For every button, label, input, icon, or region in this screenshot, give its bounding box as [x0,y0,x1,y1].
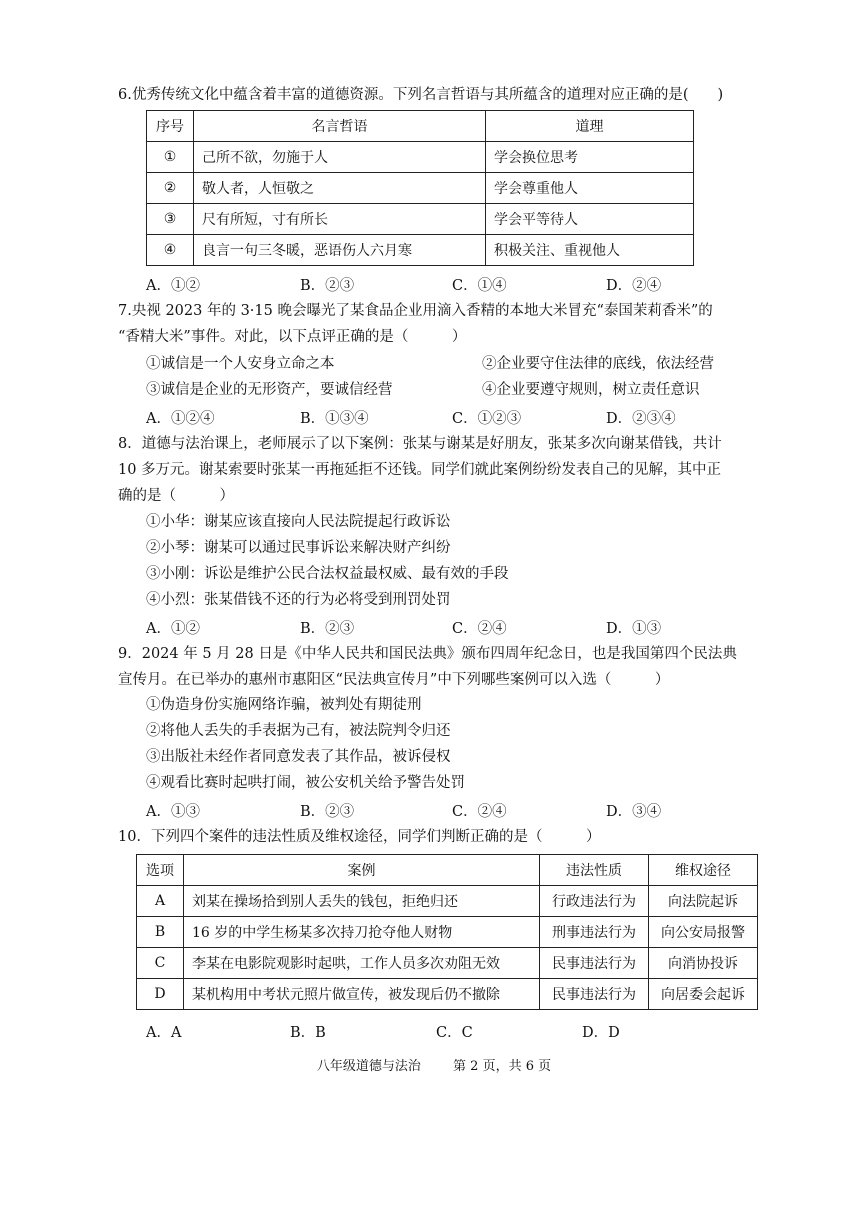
question-text: “香精大米”事件。对此，以下点评正确的是（ ） [118,329,467,345]
option-b[interactable]: B．①③④ [300,411,369,427]
table-row [147,173,694,204]
table-row [147,204,694,235]
statement-4: ④企业要遵守规则，树立责任意识 [482,382,700,398]
table-cell: 向法院起诉 [649,886,758,917]
table-cell: 刑事违法行为 [540,917,649,948]
option-c[interactable]: C．C [436,1025,473,1041]
table-cell: 己所不欲，勿施于人 [194,142,486,173]
option-b[interactable]: B．②③ [300,621,355,637]
question-text: 10 多万元。谢某索要时张某一再拖延拒不还钱。同学们就此案例纷纷发表自己的见解，其中正 [118,462,722,478]
question-10-options [146,1021,746,1045]
table-cell: 敬人者，人恒敬之 [194,173,486,204]
table-cell: 刘某在操场拾到别人丢失的钱包，拒绝归还 [184,886,540,917]
table-header: 名言哲语 [194,111,486,142]
option-b[interactable]: B．②③ [300,804,355,820]
footer-subject: 八年级道德与法治 [316,1059,421,1074]
statement-1: ①诚信是一个人安身立命之本 [146,356,335,372]
table-cell: 民事违法行为 [540,948,649,979]
table-header: 序号 [147,111,194,142]
table-cell: 李某在电影院观影时起哄，工作人员多次劝阻无效 [184,948,540,979]
option-b[interactable]: B．B [290,1025,326,1041]
question-6-options [146,274,746,298]
table-cell: C [137,948,184,979]
question-text: 8．道德与法治课上，老师展示了以下案例：张某与谢某是好朋友，张某多次向谢某借钱，共计 [118,436,722,452]
option-c[interactable]: C．②④ [452,621,507,637]
table-row [147,235,694,266]
question-10-table [136,854,758,1010]
table-row [137,886,758,917]
statement-2: ②小琴：谢某可以通过民事诉讼来解决财产纠纷 [146,540,451,556]
option-a[interactable]: A．①③ [146,804,200,820]
question-8-stem [118,431,758,509]
table-row [147,142,694,173]
table-cell: ④ [147,235,194,266]
option-d[interactable]: D．③④ [606,804,662,820]
table-cell: ② [147,173,194,204]
option-a[interactable]: A．①② [146,278,200,294]
option-a[interactable]: A．A [146,1025,182,1041]
table-cell: 民事违法行为 [540,979,649,1010]
table-cell: B [137,917,184,948]
statement-4: ④小烈：张某借钱不还的行为必将受到刑罚处罚 [146,592,451,608]
option-d[interactable]: D．②④ [606,278,662,294]
table-cell: 向居委会起诉 [649,979,758,1010]
option-b[interactable]: B．②③ [300,278,355,294]
question-text: 9．2024 年 5 月 28 日是《中华人民共和国民法典》颁布四周年纪念日，也是我国第四个民法典 [118,646,737,662]
statement-1: ①伪造身份实施网络诈骗，被判处有期徒刑 [146,697,422,713]
question-9-stem [118,641,758,693]
table-cell: 学会平等待人 [486,204,694,235]
question-7-options [146,407,746,431]
question-9-options [146,800,746,824]
statement-3: ③小刚：诉讼是维护公民合法权益最权威、最有效的手段 [146,566,509,582]
table-header: 选项 [137,855,184,886]
option-c[interactable]: C．①④ [452,278,507,294]
page-number: 第 2 页，共 6 页 [453,1059,552,1074]
question-6-stem [118,82,758,108]
table-cell: 向消协投诉 [649,948,758,979]
statement-4: ④观看比赛时起哄打闹，被公安机关给予警告处罚 [146,775,465,791]
table-cell: ③ [147,204,194,235]
option-c[interactable]: C．①②③ [452,411,522,427]
table-header: 违法性质 [540,855,649,886]
statement-1: ①小华：谢某应该直接向人民法院提起行政诉讼 [146,514,451,530]
option-d[interactable]: D．②③④ [606,411,676,427]
table-cell: A [137,886,184,917]
table-row [137,917,758,948]
table-header: 道理 [486,111,694,142]
table-cell: 某机构用中考状元照片做宣传，被发现后仍不撤除 [184,979,540,1010]
table-cell: 16 岁的中学生杨某多次持刀抢夺他人财物 [184,917,540,948]
table-cell: 行政违法行为 [540,886,649,917]
option-a[interactable]: A．①② [146,621,200,637]
question-text: 宣传月。在已举办的惠州市惠阳区“民法典宣传月”中下列哪些案例可以入选（ ） [118,672,670,688]
question-text: 6.优秀传统文化中蕴含着丰富的道德资源。下列名言哲语与其所蕴含的道理对应正确的是( ) [118,87,724,103]
question-text: 7.央视 2023 年的 3·15 晚会曝光了某食品企业用滴入香精的本地大米冒充“泰国茉莉香米”的 [118,303,713,319]
table-cell: D [137,979,184,1010]
statement-3: ③诚信是企业的无形资产，要诚信经营 [146,382,393,398]
table-cell: 学会尊重他人 [486,173,694,204]
table-cell: 积极关注、重视他人 [486,235,694,266]
table-cell: ① [147,142,194,173]
option-d[interactable]: D．D [582,1025,620,1041]
table-header: 维权途径 [649,855,758,886]
question-6-table [146,110,694,266]
table-cell: 良言一句三冬暖，恶语伤人六月寒 [194,235,486,266]
question-8-options [146,617,746,641]
option-c[interactable]: C．②④ [452,804,507,820]
statement-2: ②企业要守住法律的底线，依法经营 [482,356,714,372]
table-cell: 学会换位思考 [486,142,694,173]
question-text: 10．下列四个案件的违法性质及维权途径，同学们判断正确的是（ ） [118,829,601,845]
question-10-stem [118,824,758,850]
table-cell: 向公安局报警 [649,917,758,948]
option-d[interactable]: D．①③ [606,621,662,637]
table-row [137,979,758,1010]
table-cell: 尺有所短，寸有所长 [194,204,486,235]
statement-2: ②将他人丢失的手表据为己有，被法院判令归还 [146,723,451,739]
statement-3: ③出版社未经作者同意发表了其作品，被诉侵权 [146,749,451,765]
table-row [137,948,758,979]
table-header-row [137,855,758,886]
page-footer [0,1055,868,1074]
table-header-row [147,111,694,142]
table-header: 案例 [184,855,540,886]
option-a[interactable]: A．①②④ [146,411,215,427]
question-7-stem [118,298,758,350]
question-text: 确的是（ ） [118,488,234,504]
